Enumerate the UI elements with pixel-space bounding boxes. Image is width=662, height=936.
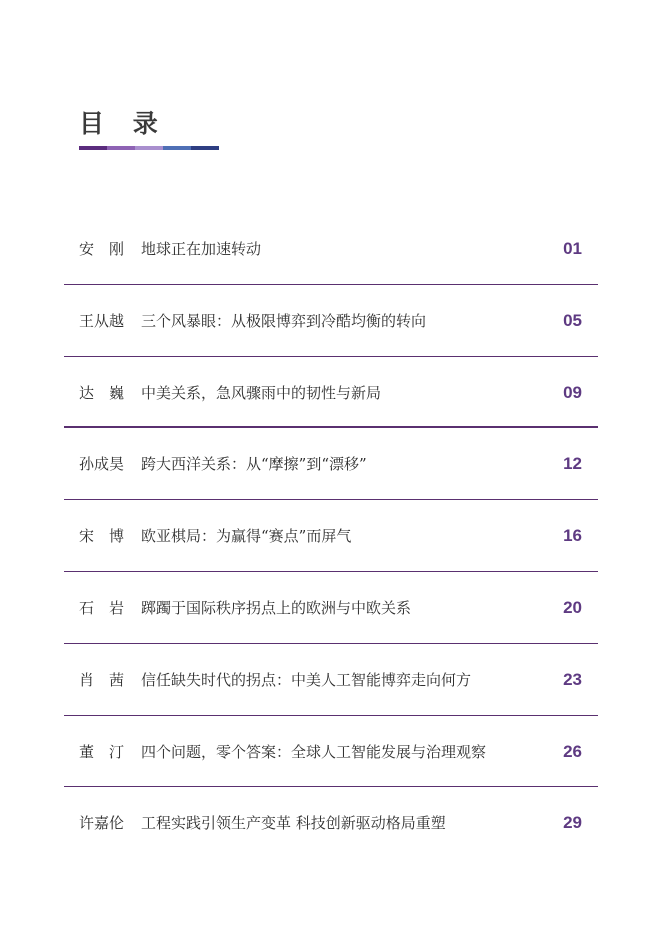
toc-title[interactable]: 踯躅于国际秩序拐点上的欧洲与中欧关系 — [141, 598, 412, 617]
toc-page-number[interactable]: 16 — [563, 526, 582, 546]
toc-title[interactable]: 三个风暴眼：从极限博弈到冷酷均衡的转向 — [141, 311, 427, 330]
toc-title[interactable]: 工程实践引领生产变革 科技创新驱动格局重塑 — [141, 814, 446, 833]
toc-entry[interactable] — [64, 428, 598, 500]
underline-segment — [191, 146, 219, 150]
toc-title[interactable]: 信任缺失时代的拐点：中美人工智能博弈走向何方 — [141, 670, 472, 689]
toc-entry[interactable] — [64, 357, 598, 429]
toc-author: 孙成昊 — [79, 455, 125, 474]
toc-entry[interactable] — [64, 716, 598, 788]
toc-title[interactable]: 中美关系，急风骤雨中的韧性与新局 — [141, 383, 382, 402]
page-title: 目 录 — [79, 109, 168, 138]
toc-author: 石 岩 — [79, 598, 125, 617]
table-of-contents — [64, 213, 598, 859]
toc-page-number[interactable]: 12 — [563, 454, 582, 474]
toc-title[interactable]: 欧亚棋局：为赢得“赛点”而屏气 — [141, 527, 352, 546]
toc-entry[interactable] — [64, 500, 598, 572]
toc-page-number[interactable]: 20 — [563, 597, 582, 617]
toc-entry[interactable] — [64, 644, 598, 716]
toc-page-number[interactable]: 09 — [563, 382, 582, 402]
toc-page-number[interactable]: 23 — [563, 669, 582, 689]
toc-title[interactable]: 跨大西洋关系：从“摩擦”到“漂移” — [141, 455, 367, 474]
toc-entry[interactable] — [64, 213, 598, 285]
toc-author: 宋 博 — [79, 527, 125, 546]
underline-segment — [135, 146, 163, 150]
toc-page-number[interactable]: 01 — [563, 239, 582, 258]
toc-author: 许嘉伦 — [79, 814, 125, 833]
toc-title[interactable]: 四个问题，零个答案：全球人工智能发展与治理观察 — [141, 742, 487, 761]
toc-author: 安 刚 — [79, 240, 125, 258]
toc-title[interactable]: 地球正在加速转动 — [141, 240, 262, 258]
underline-segment — [163, 146, 191, 150]
toc-page-number[interactable]: 05 — [563, 310, 582, 330]
toc-page-number[interactable]: 29 — [563, 813, 582, 833]
toc-author: 董 汀 — [79, 742, 125, 761]
toc-author: 王从越 — [79, 311, 125, 330]
underline-segment — [107, 146, 135, 150]
underline-segment — [79, 146, 107, 150]
toc-entry[interactable] — [64, 787, 598, 859]
toc-entry[interactable] — [64, 285, 598, 357]
title-underline-bar — [79, 146, 219, 150]
toc-page-number[interactable]: 26 — [563, 741, 582, 761]
toc-author: 达 巍 — [79, 383, 125, 402]
toc-author: 肖 茜 — [79, 670, 125, 689]
toc-entry[interactable] — [64, 572, 598, 644]
